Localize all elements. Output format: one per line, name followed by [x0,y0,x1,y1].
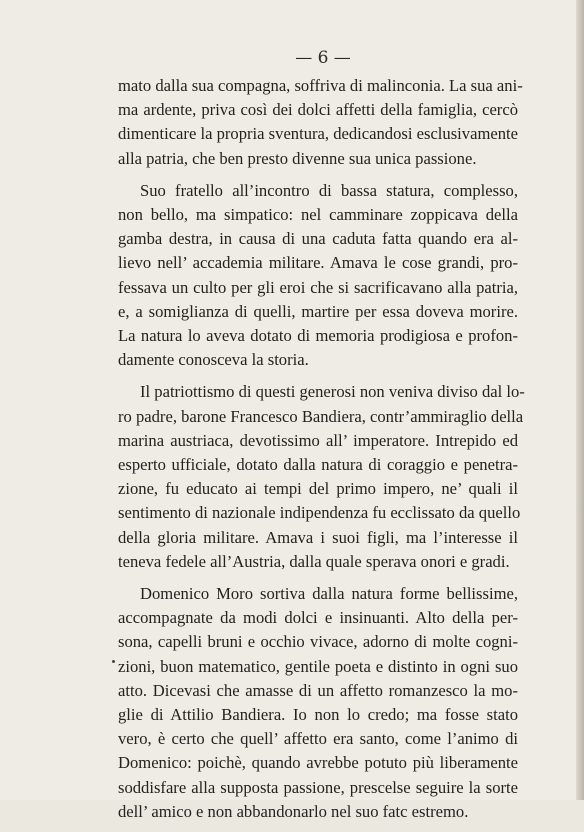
text-line: e, a somiglianza di quelli, martire per essa doveva morire. [118,301,518,321]
page-number: — 6 — [295,48,351,68]
text-line: accompagnate da modi dolci e insinuanti. Alto della per- [118,608,518,628]
text-line: dell’ amico e non abbandonarlo nel suo fatc estremo. [118,801,469,821]
text-line: Il patriottismo di questi generosi non veniva diviso dal lo- [140,382,525,402]
text-line: soddisfare alla supposta passione, prescelse seguire la sorte [118,777,518,797]
text-line: damente conosceva la storia. [118,350,309,370]
ink-speck [112,660,115,663]
text-line: della gloria militare. Amava i suoi figli, ma l’interesse il [118,527,518,547]
text-line: mato dalla sua compagna, soffriva di malinconia. La sua ani- [118,76,523,95]
text-line: Domenico Moro sortiva dalla natura forme bellissime, [140,584,518,604]
paragraph [118,582,518,824]
text-line: lievo nell’ accademia militare. Amava le cose grandi, pro- [118,253,518,273]
text-line: glie di Attilio Bandiera. Io non lo credo; ma fosse stato [118,705,518,725]
text-line: zione, fu educato ai tempi del primo impero, ne’ quali il [118,479,518,499]
text-line: La natura lo aveva dotato di memoria prodigiosa e profon- [118,326,518,346]
body-text [118,74,525,832]
paragraph [118,179,518,373]
text-line: Domenico: poichè, quando avrebbe potuto più liberamente [118,753,518,773]
text-line: vero, è certo che quell’ affetto era santo, come l’animo di [118,729,518,749]
text-line: teneva fedele all’Austria, dalla quale sperava onori e gradi. [118,551,510,571]
page-edge [576,0,584,800]
text-line: dimenticare la propria sventura, dedicandosi esclusivamente [118,124,518,144]
text-line: esperto ufficiale, dotato dalla natura di coraggio e penetra- [118,455,518,475]
text-line: ro padre, barone Francesco Bandiera, contr’ammiraglio della [118,406,524,426]
text-line: Suo fratello all’incontro di bassa statura, complesso, [140,180,518,200]
text-line: marina austriaca, devotissimo all’ imperatore. Intrepido ed [118,430,518,450]
paragraph [118,74,523,171]
text-line: gamba destra, in causa di una caduta fatta quando era al- [118,229,518,249]
text-line: fessava un culto per gli eroi che si sacrificavano alla patria, [118,277,518,297]
text-line: zioni, buon matematico, gentile poeta e distinto in ogni suo [118,656,518,676]
text-line: sentimento di nazionale indipendenza fu ecclissato da quello [118,503,521,523]
text-line: alla patria, che ben presto divenne sua unica passione. [118,148,477,168]
paragraph [118,380,525,574]
text-line: sona, capelli bruni e occhio vivace, adorno di molte cogni- [118,632,518,652]
text-line: ma ardente, priva così dei dolci affetti della famiglia, cercò [118,100,518,120]
text-line: non bello, ma simpatico: nel camminare zoppicava della [118,205,518,225]
text-line: atto. Dicevasi che amasse di un affetto romanzesco la mo- [118,680,518,700]
